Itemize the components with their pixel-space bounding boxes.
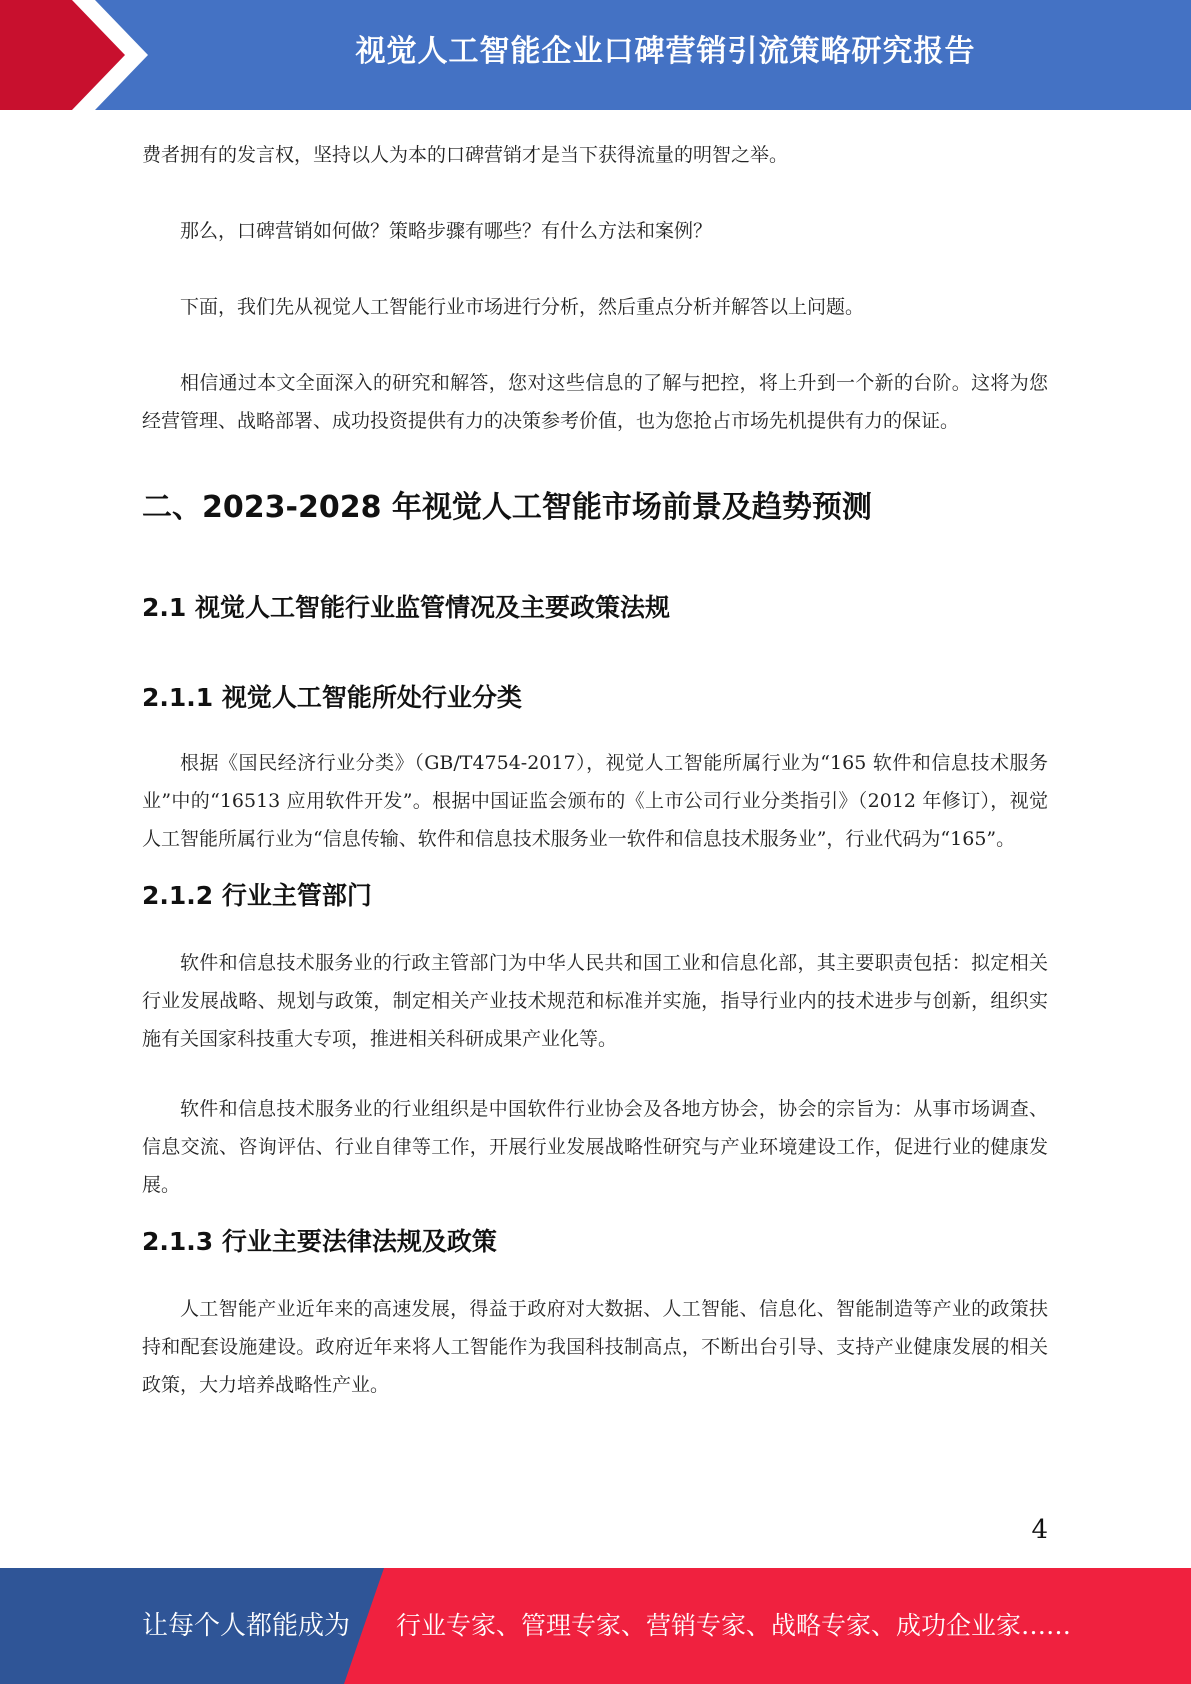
page-number: 4 xyxy=(1031,1515,1048,1545)
page-footer xyxy=(0,1568,1191,1684)
section-heading-2: 二、2023-2028 年视觉人工智能市场前景及趋势预测 xyxy=(142,490,872,525)
subsection-heading-2-1: 2.1 视觉人工智能行业监管情况及主要政策法规 xyxy=(142,593,670,622)
paragraph-regulator: 软件和信息技术服务业的行政主管部门为中华人民共和国工业和信息化部，其主要职责包括：拟定相关行业发展战略、规划与政策，制定相关产业技术规范和标准并实施，指导行业内的技术进步与创新，组织实施有关国家科技重大专项，推进相关科研成果产业化等。 xyxy=(142,952,1048,1050)
subsection-heading-2-1-2: 2.1.2 行业主管部门 xyxy=(142,881,372,910)
header-arrow-graphic xyxy=(0,0,160,110)
paragraph-industry-classification: 根据《国民经济行业分类》（GB/T4754-2017），视觉人工智能所属行业为“165 软件和信息技术服务业”中的“16513 应用软件开发”。根据中国证监会颁布的《上市公司行业分类指引》（2012 年修订），视觉人工智能所属行业为“信息传输、软件和信息技术服务业一软件和信息技术服务业”，行业代码为“165”。 xyxy=(142,752,1048,850)
subsection-heading-2-1-1: 2.1.1 视觉人工智能所处行业分类 xyxy=(142,683,522,712)
paragraph-industry-association: 软件和信息技术服务业的行业组织是中国软件行业协会及各地方协会，协会的宗旨为：从事市场调查、信息交流、咨询评估、行业自律等工作，开展行业发展战略性研究与产业环境建设工作，促进行业的健康发展。 xyxy=(142,1098,1048,1196)
document-body xyxy=(142,128,1048,1404)
subsection-heading-2-1-3: 2.1.3 行业主要法律法规及政策 xyxy=(142,1227,497,1256)
page-header xyxy=(0,0,1191,110)
paragraph-question: 那么，口碑营销如何做？策略步骤有哪些？有什么方法和案例？ xyxy=(180,220,713,242)
paragraph-laws-policies: 人工智能产业近年来的高速发展，得益于政府对大数据、人工智能、信息化、智能制造等产业的政策扶持和配套设施建设。政府近年来将人工智能作为我国科技制高点，不断出台引导、支持产业健康发展的相关政策，大力培养战略性产业。 xyxy=(142,1298,1048,1396)
footer-slogan-left: 让每个人都能成为 xyxy=(142,1611,351,1641)
header-title: 视觉人工智能企业口碑营销引流策略研究报告 xyxy=(355,34,976,69)
paragraph-belief: 相信通过本文全面深入的研究和解答，您对这些信息的了解与把控，将上升到一个新的台阶。这将为您经营管理、战略部署、成功投资提供有力的决策参考价值，也为您抢占市场先机提供有力的保证。 xyxy=(142,372,1048,432)
paragraph-continued: 费者拥有的发言权，坚持以人为本的口碑营销才是当下获得流量的明智之举。 xyxy=(142,144,789,166)
footer-slogan-right: 行业专家、管理专家、营销专家、战略专家、成功企业家…… xyxy=(396,1611,1072,1640)
paragraph-intro: 下面，我们先从视觉人工智能行业市场进行分析，然后重点分析并解答以上问题。 xyxy=(180,296,865,318)
